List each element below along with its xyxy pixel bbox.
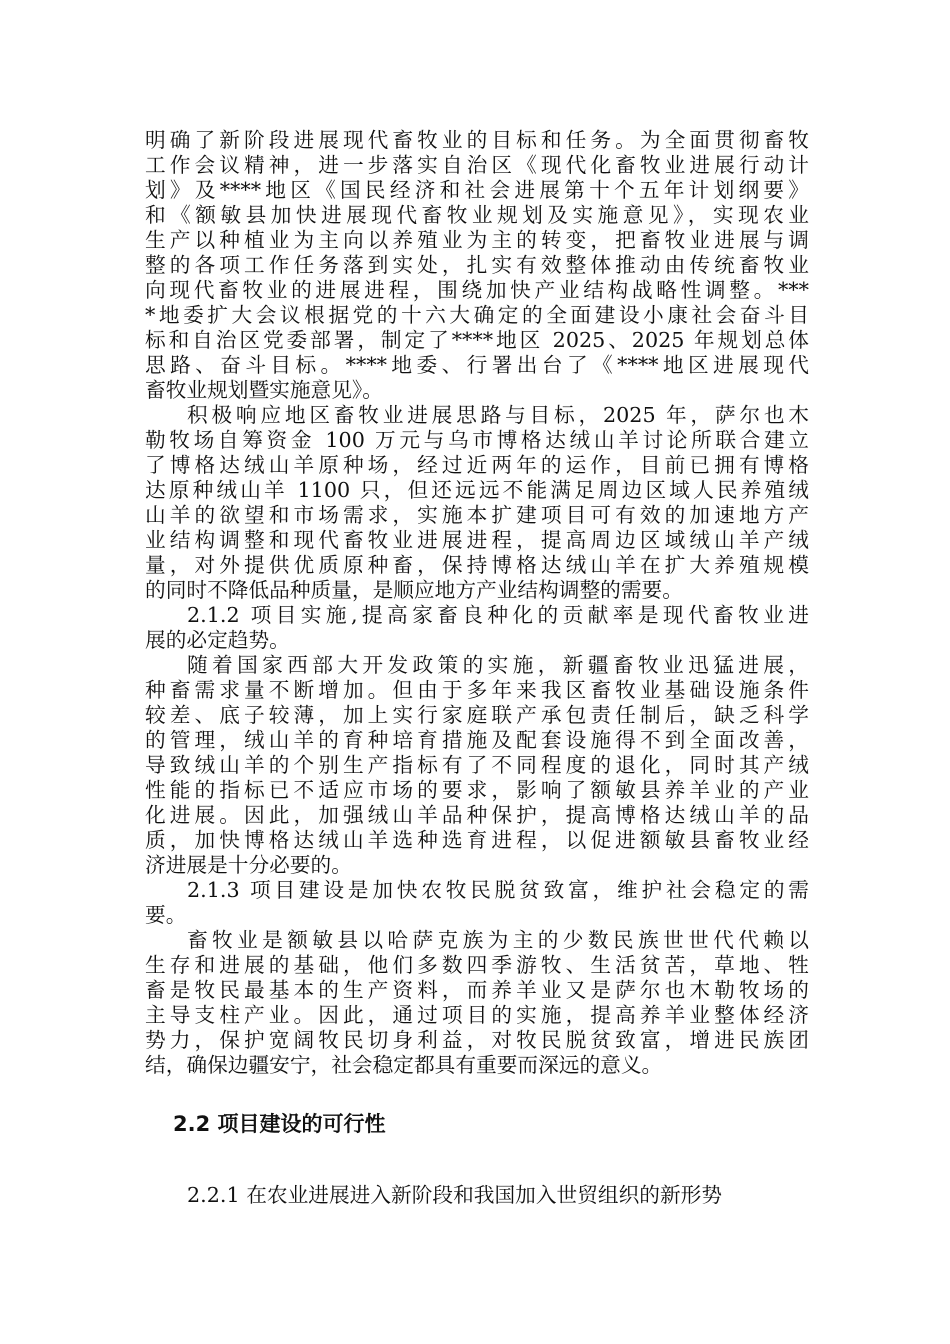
text-line: 达原种绒山羊 1100 只，但还远远不能满足周边区域人民养殖绒 — [145, 478, 809, 502]
text-line: 了博格达绒山羊原种场，经过近两年的运作，目前已拥有博格 — [145, 453, 809, 477]
text-line: 化进展。因此，加强绒山羊品种保护，提高博格达绒山羊的品 — [145, 803, 809, 827]
text-line: 主导支柱产业。因此，通过项目的实施，提高养羊业整体经济 — [145, 1003, 809, 1027]
text-line: 结，确保边疆安宁，社会稳定都具有重要而深远的意义。 — [145, 1053, 663, 1077]
text-line: 较差、底子较薄，加上实行家庭联产承包责任制后，缺乏科学 — [145, 703, 809, 727]
text-line: 标和自治区党委部署，制定了****地区 2025、2025 年规划总体 — [145, 328, 809, 352]
text-line: 势力，保护宽阔牧民切身利益，对牧民脱贫致富，增进民族团 — [145, 1028, 809, 1052]
text-line: 勒牧场自筹资金 100 万元与乌市博格达绒山羊讨论所联合建立 — [145, 428, 809, 452]
text-line: 积极响应地区畜牧业进展思路与目标，2025 年，萨尔也木 — [187, 403, 809, 427]
text-line: 性能的指标已不适应市场的要求，影响了额敏县养羊业的产业 — [145, 778, 809, 802]
text-line: 量，对外提供优质原种畜，保持博格达绒山羊在扩大养殖规模 — [145, 553, 809, 577]
text-line: 畜是牧民最基本的生产资料，而养羊业又是萨尔也木勒牧场的 — [145, 978, 809, 1002]
text-line: 和《额敏县加快进展现代畜牧业规划及实施意见》，实现农业 — [145, 203, 809, 227]
text-line: 2.1.2 项目实施,提高家畜良种化的贡献率是现代畜牧业进 — [187, 603, 809, 627]
text-line: 山羊的欲望和市场需求，实施本扩建项目可有效的加速地方产 — [145, 503, 809, 527]
text-line: 整的各项工作任务落到实处，扎实有效整体推动由传统畜牧业 — [145, 253, 809, 277]
section-heading: 2.2 项目建设的可行性 — [173, 1112, 386, 1136]
text-line: 工作会议精神，进一步落实自治区《现代化畜牧业进展行动计 — [145, 153, 809, 177]
text-line: 随着国家西部大开发政策的实施，新疆畜牧业迅猛进展， — [187, 653, 809, 677]
text-line: 畜牧业是额敏县以哈萨克族为主的少数民族世世代代赖以 — [187, 928, 809, 952]
section-title-2-2-1: 2.2.1 在农业进展进入新阶段和我国加入世贸组织的新形势 — [187, 1183, 723, 1207]
text-line: 种畜需求量不断增加。但由于多年来我区畜牧业基础设施条件 — [145, 678, 809, 702]
text-line: 业结构调整和现代畜牧业进展进程，提高周边区域绒山羊产绒 — [145, 528, 809, 552]
text-line: 思路、奋斗目标。****地委、行署出台了《****地区进展现代 — [145, 353, 809, 377]
text-line: 的管理，绒山羊的育种培育措施及配套设施得不到全面改善， — [145, 728, 809, 752]
text-line: 生产以种植业为主向以养殖业为主的转变，把畜牧业进展与调 — [145, 228, 809, 252]
text-line: 济进展是十分必要的。 — [145, 853, 352, 877]
text-line: 要。 — [145, 903, 187, 927]
text-line: 的同时不降低品种质量，是顺应地方产业结构调整的需要。 — [145, 578, 683, 602]
text-line: 划》及****地区《国民经济和社会进展第十个五年计划纲要》 — [145, 178, 809, 202]
text-line: 明确了新阶段进展现代畜牧业的目标和任务。为全面贯彻畜牧 — [145, 128, 809, 152]
text-line: *地委扩大会议根据党的十六大确定的全面建设小康社会奋斗目 — [145, 303, 809, 327]
text-line: 向现代畜牧业的进展进程，围绕加快产业结构战略性调整。*** — [145, 278, 809, 302]
text-line: 2.1.3 项目建设是加快农牧民脱贫致富，维护社会稳定的需 — [187, 878, 809, 902]
text-line: 畜牧业规划暨实施意见》。 — [145, 378, 383, 402]
text-line: 质，加快博格达绒山羊选种选育进程，以促进额敏县畜牧业经 — [145, 828, 809, 852]
text-line: 展的必定趋势。 — [145, 628, 290, 652]
text-line: 生存和进展的基础，他们多数四季游牧、生活贫苦，草地、牲 — [145, 953, 809, 977]
text-line: 导致绒山羊的个别生产指标有了不同程度的退化，同时其产绒 — [145, 753, 809, 777]
